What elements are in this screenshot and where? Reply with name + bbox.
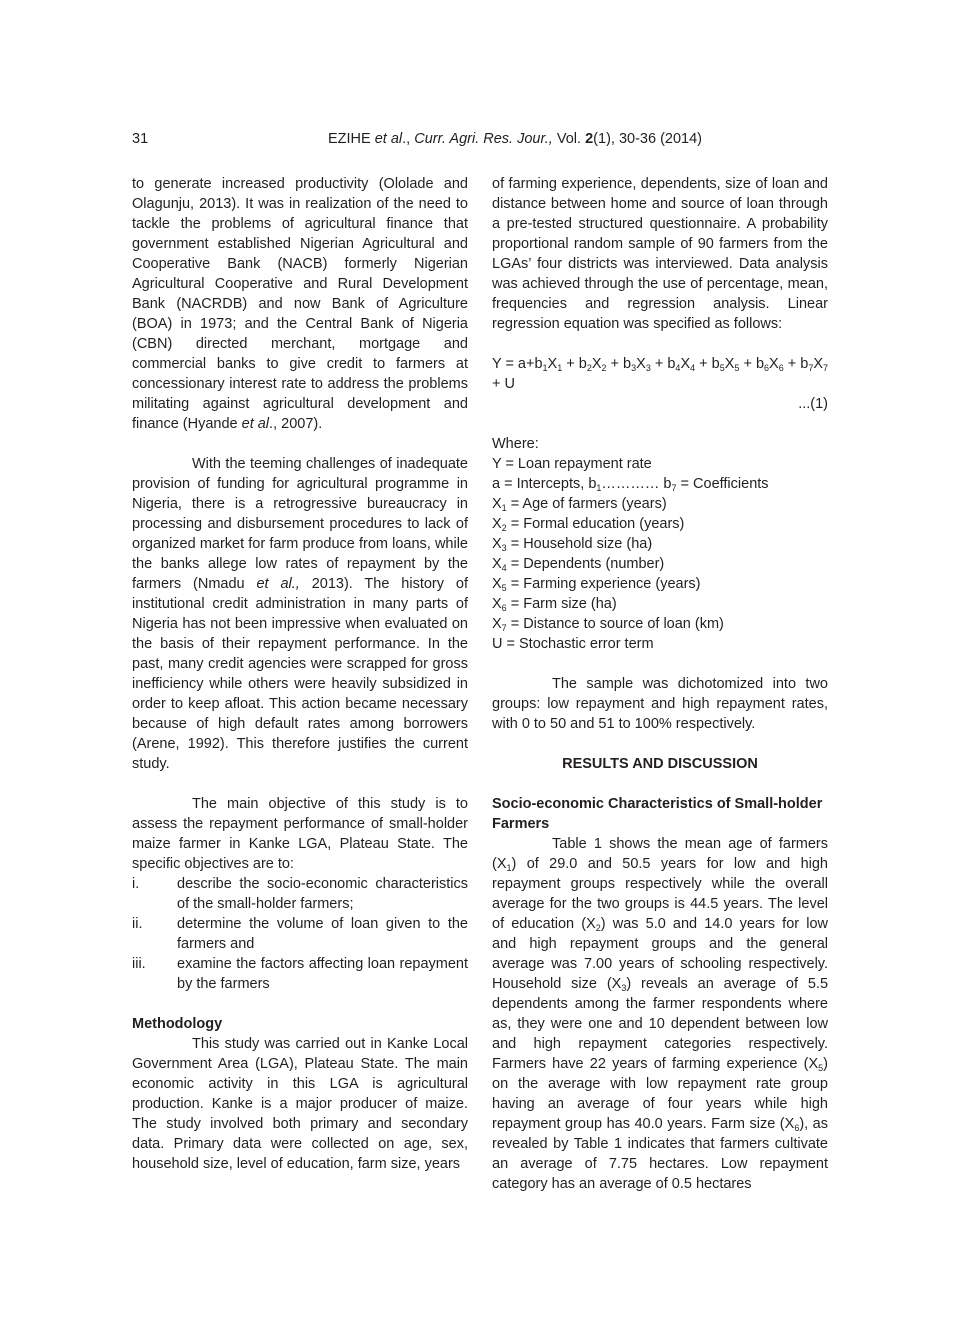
paragraph-data-collection: of farming experience, dependents, size of loan and distance between home and source of loan through a pre-tested structured questionnaire. A probability proportional random sample of 90 farmers from the LGAs’ four districts was interviewed. Data analysis was achieved through the use of percentage, mean, frequencies and regression analysis. Linear regression equation was specified as follows: [492,176,828,332]
paragraph-results: Table 1 shows the mean age of farmers $(X_1)$ of 29.0 and 50.5 years for low and high repayment groups respectively while the overall average for the two groups is 44.5 years. The level of education $(X_2)$ was 5.0 and 14.0 years for low and high repayment groups and the general average was 7.00 years of schooling respectively. Household size $(X_3)$ reveals an average of 5.5 dependents among the farmer respondents where as, they were one and 10 dependent between low and high repayment categories respectively. Farmers have 22 years of farming experience $(X_5)$ on the average with low repayment rate group having an average of four years while high repayment group has 40.0 years. Farm size $(X_6)$, as revealed by Table 1 indicates that farmers cultivate an average of 7.75 hectares. Low repayment category has an average of 0.5 hectares [492,836,829,1192]
list-item: iii. examine the factors affecting loan repayment by the farmers [132,956,468,992]
equation-number: ...(1) [798,396,828,412]
variable-definitions: Where: Y = Loan repayment rate a = Intercepts, $b_1\dots\dots\dots\dots$ $b_7$ = Coefficients $X_1$ = Age of farmers (years) $X_2$ = Formal education (years) $X_3$ = Household size (ha) $X_4$ = Dependents (number) $X_5 = Farming$ experience (years) $X_6$ = Farm size (ha) $X_7$ = Distance to source of loan (km) U = Stochastic error term [492,436,769,652]
paragraph-dichotomy: The sample was dichotomized into two groups: low repayment and high repayment rates, with 0 to 50 and 51 to 100% respectively. [492,676,828,732]
right-column [492,174,828,1194]
list-item: i. describe the socio-economic characteristics of the small-holder farmers; [132,876,468,912]
list-item: ii. determine the volume of loan given to the farmers and [132,916,468,952]
methodology-heading: Methodology [132,1016,223,1032]
left-column [132,174,468,1174]
regression-equation: $Y = a+b_1X_1 + b_2X_2 + b_3X_3 + b_4X_4 + b_5X_5 + b_6X_6 + b_7X_7 + U$ [492,356,829,392]
page-number: 31 [132,131,149,147]
paragraph-methodology: This study was carried out in Kanke Local Government Area (LGA), Plateau State. The main economic activity in this LGA is agricultural production. Kanke is a major producer of maize. The study involved both primary and secondary data. Primary data were collected on age, sex, household size, level of education, farm size, years [132,1036,468,1172]
section-subheading: Socio-economic Characteristics of Small-holder Farmers [492,796,823,832]
paragraph-intro-cont: to generate increased productivity (Ololade and Olagunju, 2013). It was in realization of the need to tackle the problems of agricultural finance that government established Nigerian Agricultural and Cooperative Bank (NACB) formerly Nigerian Agricultural Cooperative and Rural Development Bank (NACRDB) and now Bank of Agriculture (BOA) in 1973; and the Central Bank of Nigeria (CBN) directed merchant, mortgage and commercial banks to give credit to farmers at concessionary interest rate to address the problems militating against agricultural development and finance (Hyande et al., 2007). [132,176,468,432]
paragraph-challenges: With the teeming challenges of inadequate provision of funding for agricultural programme in Nigeria, there is a retrogressive bureaucracy in processing and disbursement procedures to lack of organized market for farm produce from loans, while the banks allege low rates of repayment by the farmers (Nmadu et al., 2013). The history of institutional credit administration in many parts of Nigeria has not been impressive when evaluated on the basis of their repayment performance. In the past, many credit agencies were scrapped for gross inefficiency while others were heavily subsidized in order to keep afloat. This action became necessary because of high default rates among borrowers (Arene, 1992). This therefore justifies the current study. [132,456,468,772]
running-header [132,129,828,149]
paragraph-objective: The main objective of this study is to assess the repayment performance of small-holder maize farmer in Kanke LGA, Plateau State. The specific objectives are to: [132,796,468,872]
journal-citation: EZIHE et al., Curr. Agri. Res. Jour., Vol. 2(1), 30-36 (2014) [328,131,702,147]
results-heading: RESULTS AND DISCUSSION [562,756,758,772]
objectives-list [132,874,468,994]
